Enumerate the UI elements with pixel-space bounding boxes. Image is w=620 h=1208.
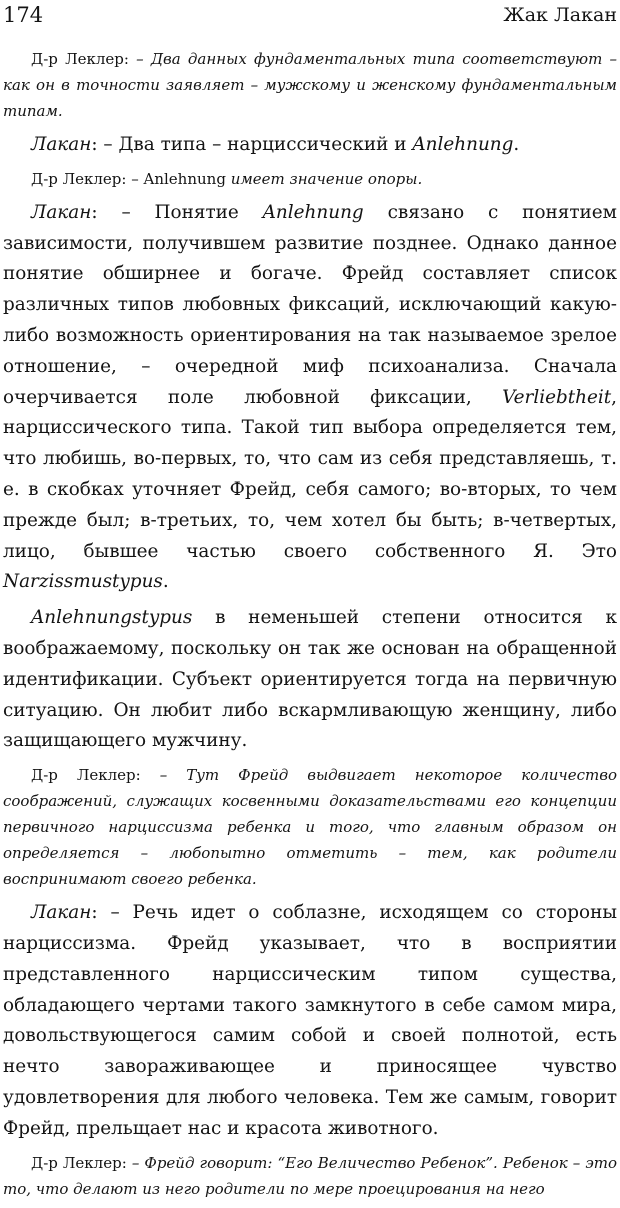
paragraph-lacan-4 xyxy=(3,898,617,1144)
paragraph-leclaire-3 xyxy=(3,762,617,892)
paragraph-lacan-3 xyxy=(3,603,617,757)
running-head: Жак Лакан xyxy=(503,4,617,26)
speaker: Д-р Леклер: xyxy=(31,50,137,68)
page-number: 174 xyxy=(3,3,44,27)
term: Anlehnung xyxy=(262,201,364,223)
speech-end: . xyxy=(162,571,169,593)
speaker: Лакан xyxy=(31,201,92,223)
speech: – Anlehnung xyxy=(131,169,231,188)
speech: , нарциссического типа. Такой тип выбора определяется тем, что любишь, во-первых, то, что сам из себя представляешь, т. е. в скобках уточняет Фрейд, себя самого; во-вторых, то чем прежде был; в-третьих, то, чем хотел бы быть; в-четвертых, лицо, бывшее частью своего собственного Я. Это xyxy=(3,386,617,562)
speaker: Лакан xyxy=(31,134,92,155)
page-body xyxy=(3,46,617,1208)
speech: – Тут Фрейд выдвигает некоторое количество соображений, служащих косвенными доказательствами его концепции первичного нарциссизма ребенка и того, что главным образом он определяется – любопытно отметить – тем, как родители воспринимают своего ребенка. xyxy=(3,766,618,889)
speaker: Лакан xyxy=(31,902,92,924)
paragraph-leclaire-2 xyxy=(3,166,617,192)
paragraph-lacan-1 xyxy=(3,130,617,161)
speaker: Д-р Леклер: xyxy=(31,169,132,188)
page-header xyxy=(3,2,617,32)
speaker: Д-р Леклер: xyxy=(31,766,160,785)
paragraph-leclaire-1 xyxy=(3,46,617,124)
term: Anlehnung xyxy=(412,134,514,155)
speech: : – Речь идет о соблазне, исходящем со стороны нарциссизма. Фрейд указывает, что в восприятии представленного нарциссическим типом существа, обладающего чертами такого замкнутого в себе самом мира, довольствующегося самим собой и своей полнотой, есть нечто завораживающее и приносящее чувство удовлетворения для любого человека. Тем же самым, говорит Фрейд, прельщает нас и красота животного. xyxy=(3,902,617,1139)
term: Verliebtheit xyxy=(502,386,612,408)
speech-italic: имеет значение опоры. xyxy=(230,169,423,188)
paragraph-leclaire-4 xyxy=(3,1150,617,1202)
speech: связано с понятием зависимости, получившем развитие позднее. Однако данное понятие обширнее и богаче. Фрейд составляет список различных типов любовных фиксаций, исключающий какую-либо возможность ориентирования на так называемое зрелое отношение, – очередной миф психоанализа. Сначала очерчивается поле любовной фиксации, xyxy=(3,201,617,408)
speech: – Два данных фундаментальных типа соответствуют – как он в точности заявляет – мужскому и женскому фундаментальным типам. xyxy=(3,50,617,120)
term: Anlehnungstypus xyxy=(31,607,193,629)
paragraph-lacan-2 xyxy=(3,198,617,598)
speech-end: . xyxy=(513,134,520,155)
speech: – Фрейд говорит: “Его Величество Ребенок”. Ребенок – это то, что делают из него родители по мере проецирования на него xyxy=(3,1153,617,1198)
speech: : – Понятие xyxy=(91,201,263,223)
term: Narzissmustypus xyxy=(3,571,163,593)
speech: в неменьшей степени относится к воображаемому, поскольку он так же основан на обращенной идентификации. Субъект ориентируется тогда на первичную ситуацию. Он любит либо вскармливающую женщину, либо защищающего мужчину. xyxy=(3,607,617,752)
speaker: Д-р Леклер: xyxy=(31,1153,132,1172)
speech: : – Два типа – нарциссический и xyxy=(91,134,413,155)
